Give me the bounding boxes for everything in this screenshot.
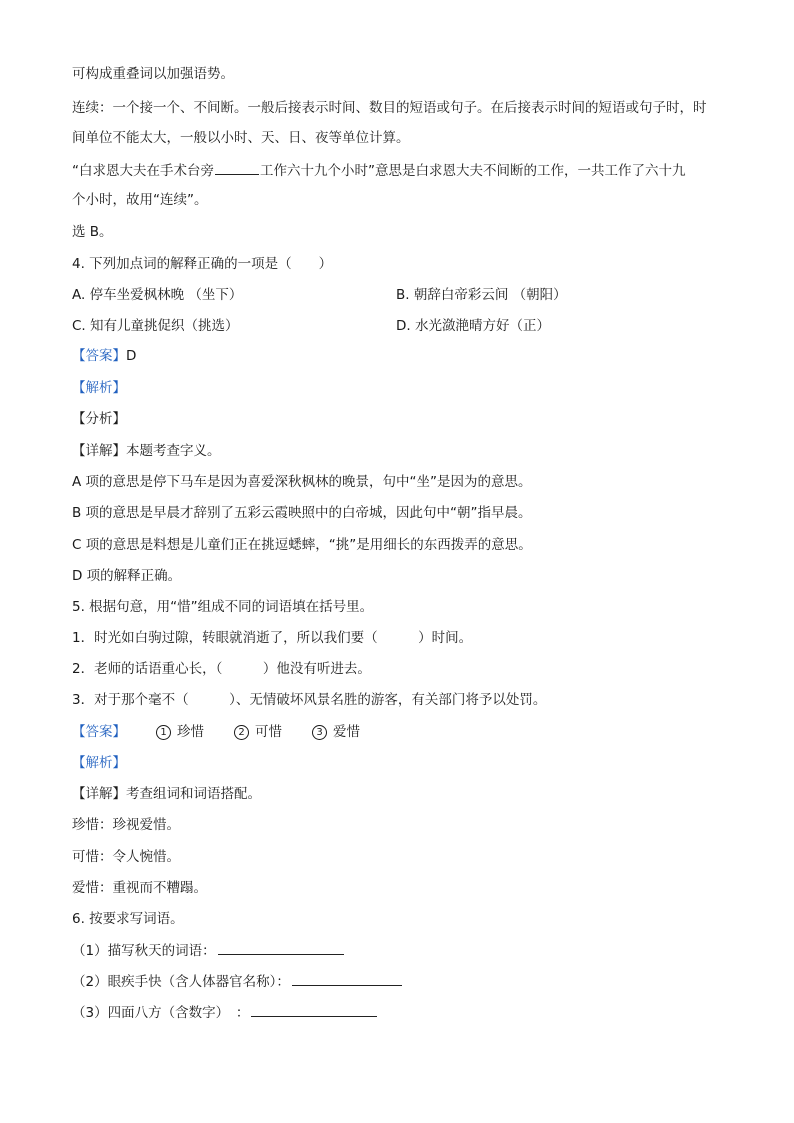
text-segment: 工作六十九个小时”意思是白求恩大夫不间断的工作，一共工作了六十九	[260, 163, 686, 179]
text-line: 连续：一个接一个、不间断。一般后接表示时间、数目的短语或句子。在后接表示时间的短语或句子时，时	[72, 100, 707, 116]
text-line: 间单位不能太大，一般以小时、天、日、夜等单位计算。	[72, 130, 410, 146]
answer-blank	[292, 971, 402, 986]
detail-text: 考查组词和词语搭配。	[126, 786, 261, 802]
analysis-tag: 【解析】	[72, 755, 126, 771]
answer-word: 可惜	[255, 724, 282, 740]
answer-tag: 【答案】	[72, 348, 126, 364]
answer-line	[72, 346, 136, 366]
text-segment: “白求恩大夫在手术台旁	[72, 163, 214, 179]
detail-tag: 【详解】	[72, 443, 126, 459]
q6-item	[72, 940, 344, 960]
option-a: A. 停车坐爱枫林晚 （坐下）	[72, 287, 243, 303]
option-d: D. 水光潋滟晴方好（正）	[396, 318, 550, 334]
question-5-title: 5. 根据句意，用“惜”组成不同的词语填在括号里。	[72, 599, 374, 615]
explanation-line: D 项的解释正确。	[72, 568, 182, 584]
option-b: B. 朝辞白帝彩云间 （朝阳）	[396, 287, 567, 303]
question-6-title: 6. 按要求写词语。	[72, 911, 184, 927]
circled-number: 1	[156, 725, 171, 740]
answer-item	[312, 722, 360, 742]
answer-blank	[218, 940, 344, 955]
definition-line: 爱惜：重视而不糟蹋。	[72, 880, 207, 896]
q6-item	[72, 1002, 377, 1022]
answer-word: 珍惜	[177, 724, 204, 740]
q5-item: 2．老师的话语重心长，（ ）他没有听进去。	[72, 661, 371, 677]
q6-item	[72, 971, 402, 991]
answer-tag: 【答案】	[72, 724, 126, 740]
q6-prompt: （3）四面八方（含数字） ：	[72, 1005, 250, 1021]
q5-item: 1．时光如白驹过隙，转眼就消逝了，所以我们要（ ）时间。	[72, 630, 473, 646]
explanation-line: B 项的意思是早晨才辞别了五彩云霞映照中的白帝城，因此句中“朝”指早晨。	[72, 505, 532, 521]
option-row	[72, 285, 567, 305]
definition-line: 珍惜：珍视爱惜。	[72, 817, 180, 833]
q6-prompt: （1）描写秋天的词语：	[72, 943, 216, 959]
option-row	[72, 316, 550, 336]
detail-line	[72, 441, 221, 461]
answer-value: D	[126, 348, 137, 364]
answer-item	[234, 722, 282, 742]
answer-blank	[251, 1002, 377, 1017]
answer-line	[72, 722, 360, 742]
detail-text: 本题考查字义。	[126, 443, 221, 459]
definition-line: 可惜：令人惋惜。	[72, 849, 180, 865]
text-line: 个小时，故用“连续”。	[72, 192, 208, 208]
answer-item	[156, 722, 204, 742]
circled-number: 2	[234, 725, 249, 740]
question-4-title: 4. 下列加点词的解释正确的一项是（ ）	[72, 256, 333, 272]
fill-blank	[215, 160, 259, 175]
answer-word: 爱惜	[333, 724, 360, 740]
detail-line	[72, 784, 261, 804]
text-line: 可构成重叠词以加强语势。	[72, 66, 234, 82]
explanation-line: A 项的意思是停下马车是因为喜爱深秋枫林的晚景，句中“坐”是因为的意思。	[72, 474, 532, 490]
circled-number: 3	[312, 725, 327, 740]
fenxi-tag: 【分析】	[72, 411, 126, 427]
q6-prompt: （2）眼疾手快（含人体器官名称）：	[72, 974, 290, 990]
text-line: 选 B。	[72, 224, 113, 240]
q5-item: 3．对于那个毫不（ ）、无情破坏风景名胜的游客，有关部门将予以处罚。	[72, 692, 547, 708]
text-line	[72, 160, 686, 180]
explanation-line: C 项的意思是料想是儿童们正在挑逗蟋蟀，“挑”是用细长的东西拨弄的意思。	[72, 537, 532, 553]
analysis-tag: 【解析】	[72, 380, 126, 396]
option-c: C. 知有儿童挑促织（挑选）	[72, 318, 239, 334]
detail-tag: 【详解】	[72, 786, 126, 802]
